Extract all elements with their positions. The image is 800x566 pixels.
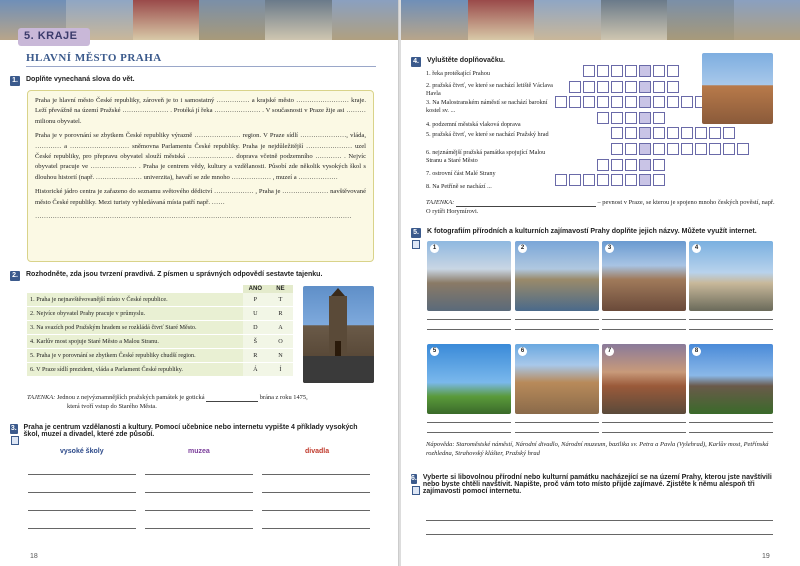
task5-number: 5. <box>411 228 421 238</box>
crossword-cell[interactable] <box>611 96 623 108</box>
crossword-cell[interactable] <box>583 65 595 77</box>
statement-row <box>27 363 293 377</box>
task4-tajenka-text: – pevnost v Praze, se kterou je spojeno mnoho českých pověstí, např. O rytíři Horymírovi. <box>426 199 775 215</box>
landmark-photo <box>602 344 686 414</box>
title-underline <box>26 66 376 67</box>
crossword-clue: 4. podzemní městská vlaková doprava <box>426 121 521 128</box>
document-icon-task6 <box>412 486 420 495</box>
photo-answer-line[interactable] <box>427 422 511 423</box>
task5-instruction: K fotografiím přírodních a kulturních zajímavostí Prahy doplňte jejich názvy. Můžete využít internet. <box>427 228 757 235</box>
crossword-cell[interactable] <box>555 174 567 186</box>
statement-text: 3. Na svazích pod Pražským hradem se rozkládá čtvrť Staré Město. <box>27 321 243 335</box>
crossword-cell[interactable] <box>611 65 623 77</box>
crossword-cell[interactable] <box>569 174 581 186</box>
photo-number-badge: 8 <box>692 347 701 356</box>
answer-yes[interactable]: R <box>243 349 268 363</box>
task5-hint <box>426 440 776 458</box>
page-number-right: 19 <box>762 553 770 560</box>
photo-answer-line[interactable] <box>515 432 599 433</box>
crossword-clue: 8. Na Petříně se nachází ... <box>426 183 492 190</box>
crossword-cell[interactable] <box>667 127 679 139</box>
column-universities: vysoké školy <box>60 448 104 455</box>
statement-text: 6. V Praze sídlí prezident, vláda a Parlament České republiky. <box>27 363 243 377</box>
tower-icon <box>303 286 374 383</box>
landmark-photo <box>427 241 511 311</box>
crossword-cell[interactable] <box>653 81 665 93</box>
document-icon <box>11 436 19 445</box>
task2-number: 2. <box>10 271 20 281</box>
crossword-cell[interactable] <box>653 159 665 171</box>
statement-text: 1. Praha je nejnavštěvovanější místo v České republice. <box>27 293 243 307</box>
crossword-cell[interactable] <box>653 143 665 155</box>
answer-no[interactable]: A <box>268 321 293 335</box>
task5-heading <box>411 228 776 238</box>
task1-paragraph-4[interactable]: ……………………………………………………………………………………………………………………………… <box>35 213 352 221</box>
crossword-cell[interactable] <box>583 174 595 186</box>
crossword-cell[interactable] <box>681 96 693 108</box>
task3-answer-line[interactable] <box>262 510 370 511</box>
crossword-cell[interactable] <box>737 143 749 155</box>
task3-answer-line[interactable] <box>262 528 370 529</box>
crossword-cell[interactable] <box>597 174 609 186</box>
crossword-cell[interactable] <box>695 143 707 155</box>
crossword-cell[interactable] <box>611 81 623 93</box>
landmark-photo <box>427 344 511 414</box>
crossword-cell[interactable] <box>611 143 623 155</box>
task3-answer-line[interactable] <box>28 474 136 475</box>
crossword-cell[interactable] <box>639 65 651 77</box>
tajenka-label: TAJENKA: <box>27 394 56 401</box>
photo-number-badge: 3 <box>605 244 614 253</box>
answer-yes[interactable]: P <box>243 293 268 307</box>
answer-yes[interactable]: Á <box>243 363 268 377</box>
column-no: NE <box>268 285 293 293</box>
landmark-photo <box>689 241 773 311</box>
crossword-clue: 3. Na Malostranském náměstí se nachází barokní kostel sv. ... <box>426 99 548 114</box>
tajenka-text-b: brána z roku 1475, <box>259 394 308 401</box>
crossword-cell[interactable] <box>625 112 637 124</box>
hint-text: Staroměstské náměstí, Národní divadlo, Národní muzeum, bazilika sv. Petra a Pavla (Vyšehrad), Karlův most, Petřínská rozhledna, Strahovský klášter, Pražský hrad <box>426 441 769 457</box>
landmark-photo <box>515 344 599 414</box>
photo-answer-line[interactable] <box>602 329 686 330</box>
crossword-cell[interactable] <box>625 159 637 171</box>
crossword-cell[interactable] <box>653 127 665 139</box>
crossword-clue: 7. ostrovní část Malé Strany <box>426 170 496 177</box>
task1-number: 1. <box>10 76 20 86</box>
task3-answer-line[interactable] <box>28 510 136 511</box>
crossword-cell[interactable] <box>681 127 693 139</box>
statement-row <box>27 307 293 321</box>
crossword-cell[interactable] <box>653 65 665 77</box>
answer-no[interactable]: R <box>268 307 293 321</box>
crossword-cell[interactable] <box>625 65 637 77</box>
photo-answer-line[interactable] <box>427 432 511 433</box>
landmark-photo <box>602 241 686 311</box>
crossword-cell[interactable] <box>611 127 623 139</box>
task4-number: 4. <box>411 57 421 67</box>
crossword-clue: 2. pražská čtvrť, ve které se nachází letiště Václava Havla <box>426 82 553 97</box>
photo-number-badge: 7 <box>605 347 614 356</box>
tajenka-text-a: Jednou z nejvýznamnějších pražských památek je gotická <box>56 394 205 401</box>
answer-yes[interactable]: D <box>243 321 268 335</box>
answer-no[interactable]: T <box>268 293 293 307</box>
task3-answer-line[interactable] <box>145 510 253 511</box>
task3-answer-line[interactable] <box>28 528 136 529</box>
crossword-cell[interactable] <box>611 159 623 171</box>
task3-answer-line[interactable] <box>262 474 370 475</box>
statement-text: 5. Praha je v porovnání se zbytkem České republiky chudší region. <box>27 349 243 363</box>
photo-answer-line[interactable] <box>602 319 686 320</box>
crossword-cell[interactable] <box>709 143 721 155</box>
photo-answer-line[interactable] <box>602 422 686 423</box>
crossword-cell[interactable] <box>681 143 693 155</box>
crossword-cell[interactable] <box>597 96 609 108</box>
tajenka-answer-line[interactable] <box>206 401 258 402</box>
statement-text: 4. Karlův most spojuje Staré Město a Malou Stranu. <box>27 335 243 349</box>
crossword-cell[interactable] <box>667 143 679 155</box>
photo-number-badge: 2 <box>518 244 527 253</box>
crossword-cell[interactable] <box>555 96 567 108</box>
task3-number: 3. <box>10 425 17 432</box>
task3-instruction: Praha je centrum vzdělanosti a kultury. Pomocí učebnice nebo internetu vypište 4 příklady vysokých škol, muzeí a divadel, které zde působí. <box>23 424 358 438</box>
crossword-cell[interactable] <box>611 112 623 124</box>
statement-row <box>27 321 293 335</box>
powder-tower-photo <box>303 286 374 383</box>
task2-heading <box>10 271 322 281</box>
prague-rooftops-photo <box>702 53 773 124</box>
crossword-cell[interactable] <box>667 65 679 77</box>
task6-number: 6. <box>411 475 417 482</box>
crossword-cell[interactable] <box>597 112 609 124</box>
statement-text: 2. Nejvíce obyvatel Prahy pracuje v průmyslu. <box>27 307 243 321</box>
task6-answer-line-2[interactable] <box>426 534 773 535</box>
task3-answer-line[interactable] <box>145 492 253 493</box>
page-title: HLAVNÍ MĚSTO PRAHA <box>26 52 162 64</box>
answer-no[interactable]: O <box>268 335 293 349</box>
statement-row <box>27 349 293 363</box>
task2-tajenka <box>27 393 377 411</box>
photo-answer-line[interactable] <box>427 319 511 320</box>
crossword-clue: 1. řeka protékající Prahou <box>426 70 490 77</box>
task3-heading <box>10 424 375 438</box>
photo-answer-line[interactable] <box>515 329 599 330</box>
crossword-cell[interactable] <box>625 174 637 186</box>
photo-number-badge: 5 <box>430 347 439 356</box>
crossword-cell[interactable] <box>569 96 581 108</box>
crossword-cell[interactable] <box>625 81 637 93</box>
photo-answer-line[interactable] <box>602 432 686 433</box>
crossword-cell[interactable] <box>639 143 651 155</box>
page-number-left: 18 <box>30 553 38 560</box>
crossword-cell[interactable] <box>653 174 665 186</box>
crossword-cell[interactable] <box>625 143 637 155</box>
crossword-cell[interactable] <box>583 96 595 108</box>
statement-row <box>27 293 293 307</box>
photo-number-badge: 6 <box>518 347 527 356</box>
task6-answer-line-1[interactable] <box>426 520 773 521</box>
chapter-tab: 5. KRAJE <box>18 28 90 46</box>
crossword-cell[interactable] <box>625 127 637 139</box>
photo-number-badge: 4 <box>692 244 701 253</box>
crossword-cell[interactable] <box>583 81 595 93</box>
header-photo-strip-right <box>401 0 800 40</box>
crossword-cell[interactable] <box>709 127 721 139</box>
task3-answer-line[interactable] <box>262 492 370 493</box>
crossword-clue: 5. pražská čtvrť, ve které se nachází Pražský hrad <box>426 131 549 138</box>
task4-tajenka-answer-line[interactable] <box>456 206 596 207</box>
crossword-cell[interactable] <box>597 159 609 171</box>
crossword-cell[interactable] <box>723 143 735 155</box>
task4-heading <box>411 57 505 67</box>
photo-answer-line[interactable] <box>689 319 773 320</box>
hint-label: Nápověda: <box>426 441 455 448</box>
crossword-cell[interactable] <box>597 65 609 77</box>
crossword-cell[interactable] <box>639 159 651 171</box>
answer-no[interactable]: N <box>268 349 293 363</box>
crossword-cell[interactable] <box>695 127 707 139</box>
statement-row <box>27 335 293 349</box>
answer-yes[interactable]: Š <box>243 335 268 349</box>
crossword-cell[interactable] <box>723 127 735 139</box>
answer-no[interactable]: Í <box>268 363 293 377</box>
photo-answer-line[interactable] <box>515 422 599 423</box>
photo-answer-line[interactable] <box>689 422 773 423</box>
task4-tajenka <box>426 198 776 216</box>
crossword-cell[interactable] <box>667 96 679 108</box>
true-false-table <box>27 285 293 377</box>
crossword-cell[interactable] <box>569 81 581 93</box>
task6-instruction: Vyberte si libovolnou přírodní nebo kulturní památku nacházející se na území Prahy, kterou jste navštívili nebo byste chtěli navštívit. Napište, proč vám toto místo přijde zajímavé. Zjistěte k němu alespoň tři zajímavosti pomocí internetu. <box>422 474 772 495</box>
crossword-cell[interactable] <box>611 174 623 186</box>
crossword-cell[interactable] <box>639 96 651 108</box>
task4-tajenka-label: TAJENKA: <box>426 199 455 206</box>
crossword-cell[interactable] <box>625 96 637 108</box>
task1-paragraph-3[interactable]: Historické jádro centra je zařazeno do seznamu světového dědictví ……………… , Praha je ………………… navštěvované město České republiky. Mezi turisty vyhledávaná místa patří např. …… <box>35 188 366 206</box>
task3-answer-line[interactable] <box>145 528 253 529</box>
task1-instruction: Doplňte vynechaná slova do vět. <box>26 76 135 83</box>
task1-paragraph-2[interactable]: Praha je v porovnání se zbytkem České republiky výrazně ………………… region. V Praze sídlí …………………, vláda, ………… a ……………………… sněmovna Parlamentu České republiky. Praha je nejdůležitější ………………… uzel České republiky, pro přepravu obyvatel slouží městská ………………… doprava včetně podzemního ………… . Nejvíc obyvatel pracuje ve ………………… . Praha je centrem vědy, kultury a vzdělanosti. Působí zde několik vysokých škol s dlouhou historií (např. ………………… univerzita), havaří se zde mnoho ……………… , muzeí a ……………… <box>35 132 366 181</box>
document-icon-task5 <box>412 240 420 249</box>
column-theatres: divadla <box>305 448 330 455</box>
photo-answer-line[interactable] <box>689 329 773 330</box>
crossword-cell[interactable] <box>639 112 651 124</box>
photo-answer-line[interactable] <box>427 329 511 330</box>
photo-number-badge: 1 <box>430 244 439 253</box>
task1-heading <box>10 76 135 86</box>
landmark-photo <box>689 344 773 414</box>
crossword-cell[interactable] <box>597 81 609 93</box>
crossword-clue: 6. nejznámější pražská památka spojující Malou Stranu a Staré Město <box>426 149 546 164</box>
task2-instruction: Rozhodněte, zda jsou tvrzení pravdivá. Z písmen u správných odpovědí sestavte tajenku. <box>26 271 323 278</box>
crossword-cell[interactable] <box>639 174 651 186</box>
task1-paragraph-1[interactable]: Praha je hlavní město České republiky, zároveň je to i samostatný …………… a krajské město …………………… kraje. Leží převážně na území Pražské ………………… . Protéká jí řeka ………………… . V současnosti v Praze žije asi ……… milionu obyvatel. <box>35 97 366 125</box>
task6-heading <box>411 474 776 495</box>
photo-answer-line[interactable] <box>689 432 773 433</box>
crossword-cell[interactable] <box>653 96 665 108</box>
tajenka-text-c: která tvoří vstup do Starého Města. <box>67 403 157 410</box>
crossword-cell[interactable] <box>639 127 651 139</box>
answer-yes[interactable]: U <box>243 307 268 321</box>
crossword-cell[interactable] <box>667 81 679 93</box>
task3-answer-line[interactable] <box>28 492 136 493</box>
column-yes: ANO <box>243 285 268 293</box>
crossword-cell[interactable] <box>639 81 651 93</box>
crossword-cell[interactable] <box>653 112 665 124</box>
landmark-photo <box>515 241 599 311</box>
task1-text-box <box>27 90 374 262</box>
left-page <box>0 0 399 566</box>
task4-instruction: Vyluštěte doplňovačku. <box>427 57 505 64</box>
column-museums: muzea <box>188 448 210 455</box>
task3-answer-line[interactable] <box>145 474 253 475</box>
photo-answer-line[interactable] <box>515 319 599 320</box>
